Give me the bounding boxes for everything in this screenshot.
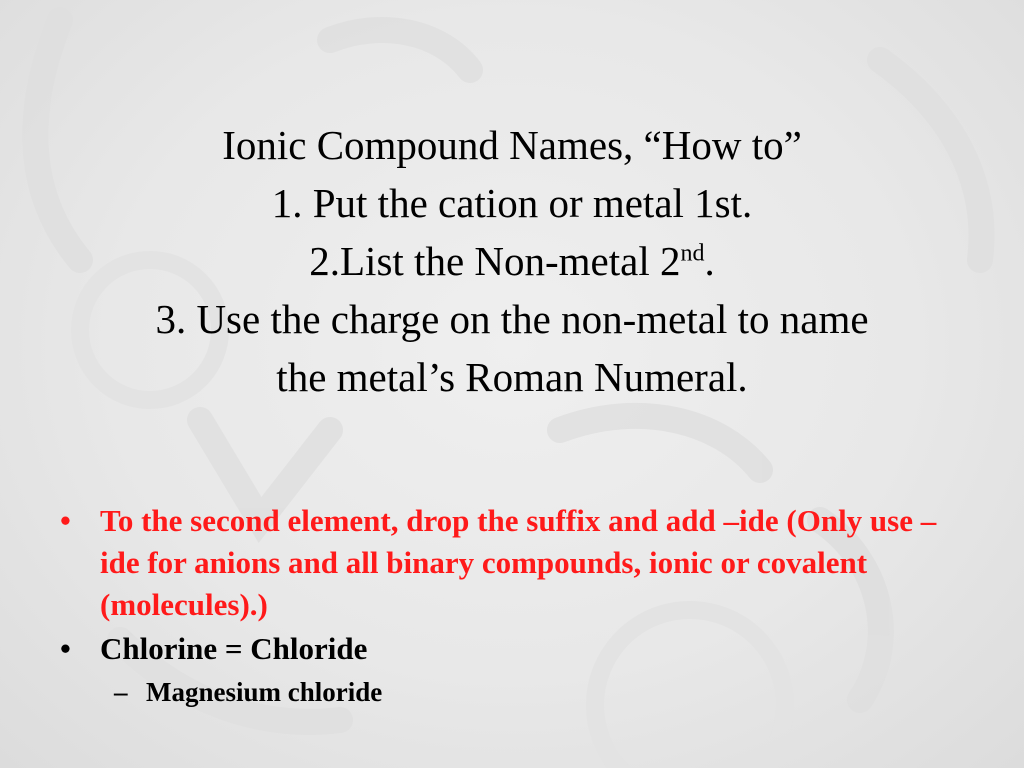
title-line-3-text: 2.List the Non-metal 2 xyxy=(309,238,681,284)
title-line-2: 1. Put the cation or metal 1st. xyxy=(271,180,753,226)
bullet-marker: • xyxy=(60,631,71,666)
title-line-3-superscript: nd xyxy=(680,240,705,267)
bullet-item-example xyxy=(58,628,938,670)
title-line-3 xyxy=(40,232,984,290)
sub-bullet-text: Magnesium chloride xyxy=(146,677,383,707)
title-line-4: 3. Use the charge on the non-metal to name xyxy=(155,296,869,342)
bullet-text: Chlorine = Chloride xyxy=(100,631,368,666)
slide-title xyxy=(40,116,984,406)
title-line-5: the metal’s Roman Numeral. xyxy=(276,354,748,400)
title-line-3-end: . xyxy=(704,238,715,284)
bullet-text: To the second element, drop the suffix and add –ide (Only use –ide for anions and all binary compounds, ionic or covalent (molecules).) xyxy=(100,503,937,622)
title-line-1: Ionic Compound Names, “How to” xyxy=(222,122,802,168)
bullet-list xyxy=(58,500,938,712)
sub-bullet-marker: – xyxy=(114,677,128,707)
bullet-item-suffix-rule xyxy=(58,500,938,626)
bullet-marker: • xyxy=(60,503,71,538)
sub-bullet-item-example xyxy=(58,672,938,712)
